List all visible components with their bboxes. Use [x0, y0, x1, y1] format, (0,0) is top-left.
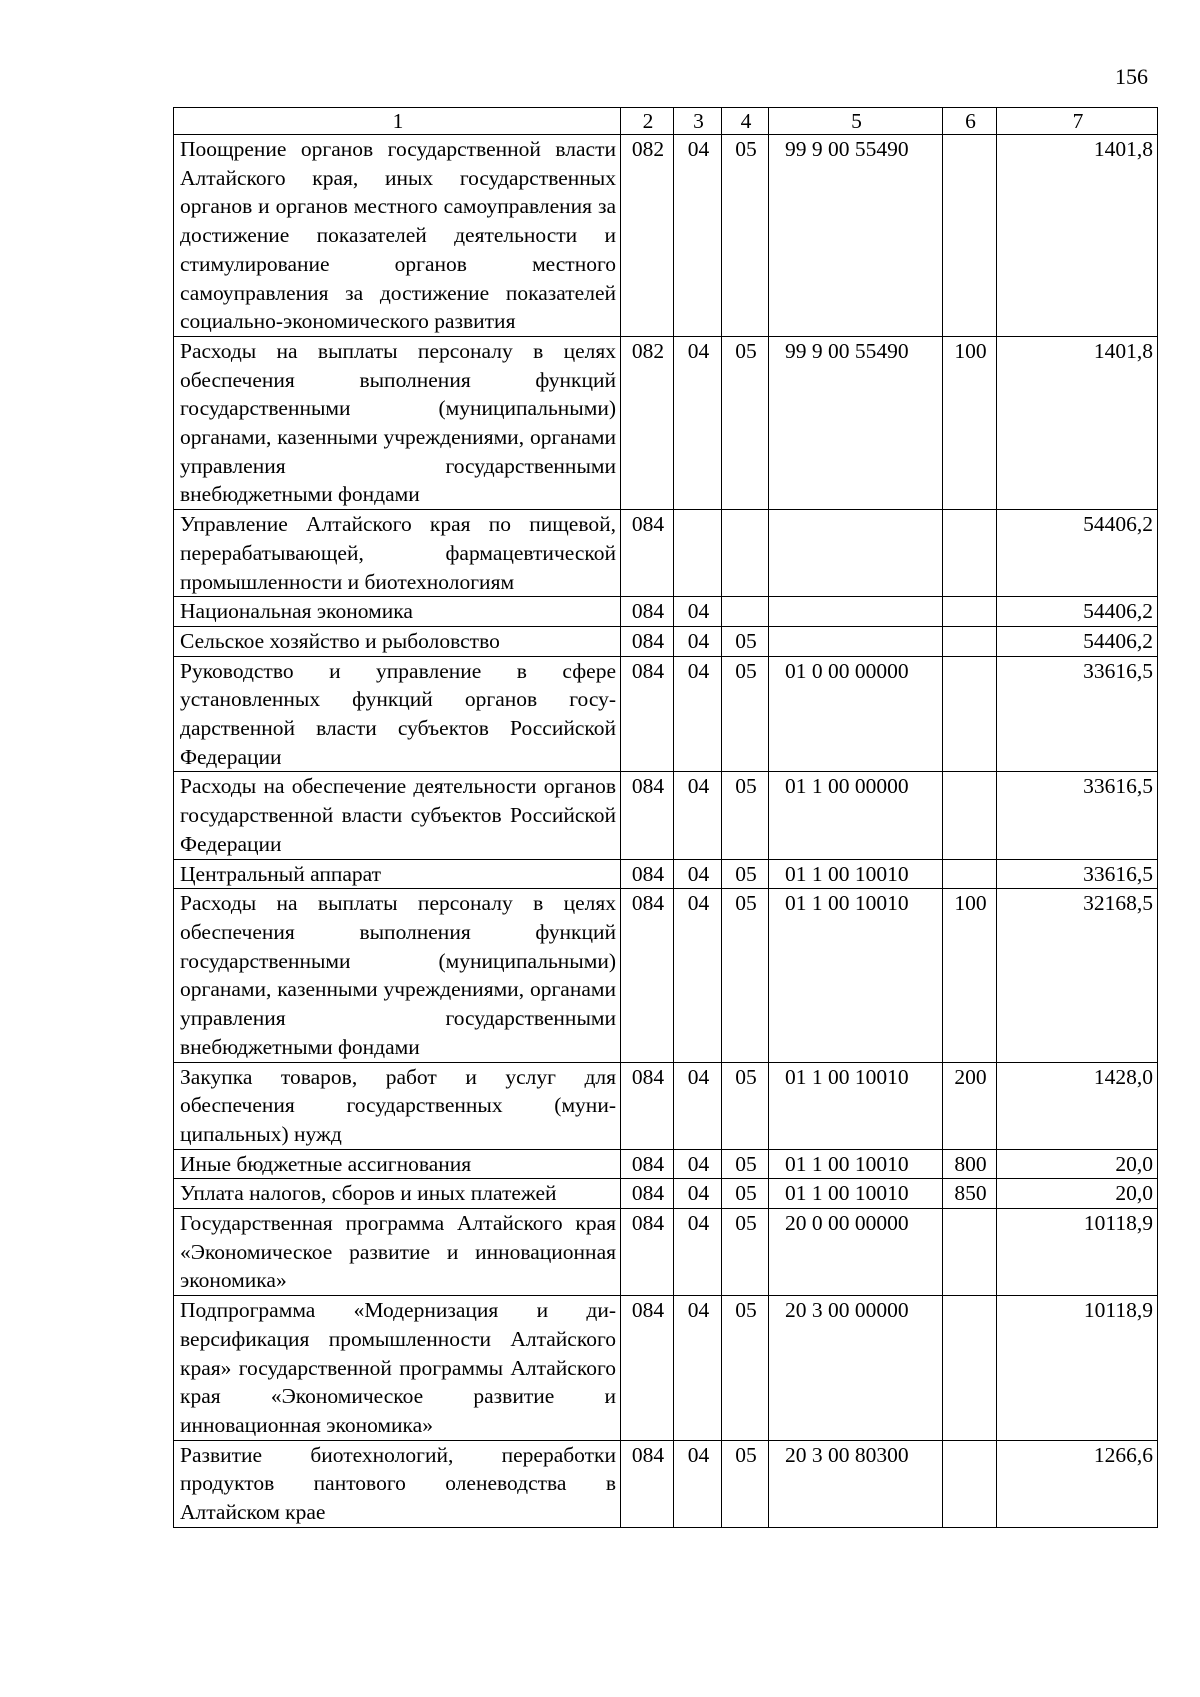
amount-cell: 1401,8: [997, 336, 1158, 509]
row-name-cell: Руководство и управление в сфере установленных функций органов государственной власти субъектов Российской Федерации: [174, 656, 621, 772]
admin-code-cell: 084: [621, 510, 674, 597]
admin-code-cell: 084: [621, 626, 674, 656]
subsection-code-cell: 05: [722, 626, 769, 656]
section-code-cell: 04: [674, 1440, 722, 1527]
section-code-cell: 04: [674, 1149, 722, 1179]
table-row: [174, 1440, 1158, 1527]
row-name-cell: Поощрение органов государственной власти Алтайского края, иных государственных органов и органов местного самоуправления за достижение показателей деятельности и стимулирование органов местного самоуправления за достижение показателей социально-экономического развития: [174, 135, 621, 337]
target-article-cell: 20 3 00 00000: [769, 1296, 943, 1441]
section-code-cell: 04: [674, 859, 722, 889]
expense-type-cell: [943, 656, 997, 772]
amount-cell: 10118,9: [997, 1209, 1158, 1296]
subsection-code-cell: 05: [722, 1149, 769, 1179]
table-row: [174, 626, 1158, 656]
admin-code-cell: 084: [621, 859, 674, 889]
table-row: [174, 1149, 1158, 1179]
row-name-cell: Государственная программа Алтайского края «Экономическое развитие и инновационная экономика»: [174, 1209, 621, 1296]
row-name-cell: Центральный аппарат: [174, 859, 621, 889]
amount-cell: 54406,2: [997, 626, 1158, 656]
target-article-cell: 01 0 00 00000: [769, 656, 943, 772]
column-header-7: 7: [997, 108, 1158, 135]
row-name-cell: Развитие биотехнологий, переработки продуктов пантового оленеводства в Алтайском крае: [174, 1440, 621, 1527]
section-code-cell: [674, 510, 722, 597]
row-name-cell: Расходы на выплаты персоналу в целях обеспечения выполнения функций государственными (муниципальными) органами, казенными учреждениями, органами управления государственными внебюджетными фондами: [174, 889, 621, 1062]
expense-type-cell: [943, 135, 997, 337]
row-name-cell: Уплата налогов, сборов и иных платежей: [174, 1179, 621, 1209]
expense-type-cell: 800: [943, 1149, 997, 1179]
amount-cell: 1401,8: [997, 135, 1158, 337]
subsection-code-cell: 05: [722, 1296, 769, 1441]
target-article-cell: 01 1 00 10010: [769, 859, 943, 889]
page-number: 156: [1115, 64, 1148, 89]
amount-cell: 20,0: [997, 1149, 1158, 1179]
admin-code-cell: 084: [621, 1149, 674, 1179]
table-header-row: [174, 108, 1158, 135]
subsection-code-cell: 05: [722, 336, 769, 509]
table-row: [174, 656, 1158, 772]
admin-code-cell: 084: [621, 772, 674, 859]
amount-cell: 54406,2: [997, 597, 1158, 627]
table-row: [174, 135, 1158, 337]
subsection-code-cell: 05: [722, 135, 769, 337]
admin-code-cell: 084: [621, 656, 674, 772]
subsection-code-cell: 05: [722, 656, 769, 772]
column-header-2: 2: [621, 108, 674, 135]
table-row: [174, 1179, 1158, 1209]
target-article-cell: 01 1 00 10010: [769, 1062, 943, 1149]
amount-cell: 32168,5: [997, 889, 1158, 1062]
target-article-cell: 99 9 00 55490: [769, 336, 943, 509]
section-code-cell: 04: [674, 1296, 722, 1441]
row-name-cell: Иные бюджетные ассигнования: [174, 1149, 621, 1179]
admin-code-cell: 084: [621, 1209, 674, 1296]
admin-code-cell: 082: [621, 336, 674, 509]
section-code-cell: 04: [674, 597, 722, 627]
section-code-cell: 04: [674, 1209, 722, 1296]
expense-type-cell: [943, 626, 997, 656]
section-code-cell: 04: [674, 889, 722, 1062]
target-article-cell: 99 9 00 55490: [769, 135, 943, 337]
subsection-code-cell: 05: [722, 889, 769, 1062]
amount-cell: 20,0: [997, 1179, 1158, 1209]
section-code-cell: 04: [674, 626, 722, 656]
row-name-cell: Расходы на выплаты персоналу в целях обеспечения выполнения функций государственными (муниципальными) органами, казенными учреждениями, органами управления государственными внебюджетными фондами: [174, 336, 621, 509]
row-name-cell: Сельское хозяйство и рыболовство: [174, 626, 621, 656]
amount-cell: 1266,6: [997, 1440, 1158, 1527]
table-row: [174, 336, 1158, 509]
target-article-cell: 01 1 00 00000: [769, 772, 943, 859]
target-article-cell: 20 3 00 80300: [769, 1440, 943, 1527]
row-name-cell: Национальная экономика: [174, 597, 621, 627]
admin-code-cell: 084: [621, 1062, 674, 1149]
admin-code-cell: 084: [621, 1440, 674, 1527]
target-article-cell: 01 1 00 10010: [769, 1179, 943, 1209]
table-row: [174, 510, 1158, 597]
amount-cell: 10118,9: [997, 1296, 1158, 1441]
table-row: [174, 859, 1158, 889]
admin-code-cell: 082: [621, 135, 674, 337]
target-article-cell: 01 1 00 10010: [769, 889, 943, 1062]
column-header-4: 4: [722, 108, 769, 135]
expense-type-cell: 100: [943, 889, 997, 1062]
table-row: [174, 597, 1158, 627]
section-code-cell: 04: [674, 772, 722, 859]
row-name-cell: Управление Алтайского края по пищевой, перерабатывающей, фармацевтической промышленности и биотехнологиям: [174, 510, 621, 597]
expense-type-cell: 200: [943, 1062, 997, 1149]
expense-type-cell: [943, 510, 997, 597]
expense-type-cell: [943, 1209, 997, 1296]
row-name-cell: Расходы на обеспечение деятельности органов государственной власти субъектов Российской Федерации: [174, 772, 621, 859]
expense-type-cell: [943, 859, 997, 889]
row-name-cell: Закупка товаров, работ и услуг для обеспечения государственных (муниципальных) нужд: [174, 1062, 621, 1149]
section-code-cell: 04: [674, 1062, 722, 1149]
table-body: [174, 135, 1158, 1528]
admin-code-cell: 084: [621, 1179, 674, 1209]
admin-code-cell: 084: [621, 597, 674, 627]
expense-type-cell: 100: [943, 336, 997, 509]
amount-cell: 33616,5: [997, 656, 1158, 772]
subsection-code-cell: 05: [722, 859, 769, 889]
section-code-cell: 04: [674, 336, 722, 509]
column-header-6: 6: [943, 108, 997, 135]
section-code-cell: 04: [674, 135, 722, 337]
expense-type-cell: [943, 1440, 997, 1527]
budget-table: [173, 107, 1158, 1528]
amount-cell: 54406,2: [997, 510, 1158, 597]
table-row: [174, 1209, 1158, 1296]
target-article-cell: [769, 510, 943, 597]
section-code-cell: 04: [674, 656, 722, 772]
table-row: [174, 772, 1158, 859]
subsection-code-cell: 05: [722, 1062, 769, 1149]
column-header-3: 3: [674, 108, 722, 135]
target-article-cell: 01 1 00 10010: [769, 1149, 943, 1179]
expense-type-cell: [943, 1296, 997, 1441]
target-article-cell: [769, 597, 943, 627]
target-article-cell: 20 0 00 00000: [769, 1209, 943, 1296]
expense-type-cell: 850: [943, 1179, 997, 1209]
admin-code-cell: 084: [621, 1296, 674, 1441]
admin-code-cell: 084: [621, 889, 674, 1062]
expense-type-cell: [943, 597, 997, 627]
amount-cell: 33616,5: [997, 772, 1158, 859]
amount-cell: 1428,0: [997, 1062, 1158, 1149]
amount-cell: 33616,5: [997, 859, 1158, 889]
table-row: [174, 1062, 1158, 1149]
table-row: [174, 889, 1158, 1062]
table-row: [174, 1296, 1158, 1441]
subsection-code-cell: 05: [722, 1209, 769, 1296]
row-name-cell: Подпрограмма «Модернизация и диверсификация промышленности Алтайского края» государственной программы Алтайского края «Экономическое развитие и инновационная экономика»: [174, 1296, 621, 1441]
subsection-code-cell: [722, 510, 769, 597]
column-header-1: 1: [174, 108, 621, 135]
column-header-5: 5: [769, 108, 943, 135]
expense-type-cell: [943, 772, 997, 859]
subsection-code-cell: [722, 597, 769, 627]
subsection-code-cell: 05: [722, 772, 769, 859]
section-code-cell: 04: [674, 1179, 722, 1209]
subsection-code-cell: 05: [722, 1179, 769, 1209]
subsection-code-cell: 05: [722, 1440, 769, 1527]
target-article-cell: [769, 626, 943, 656]
